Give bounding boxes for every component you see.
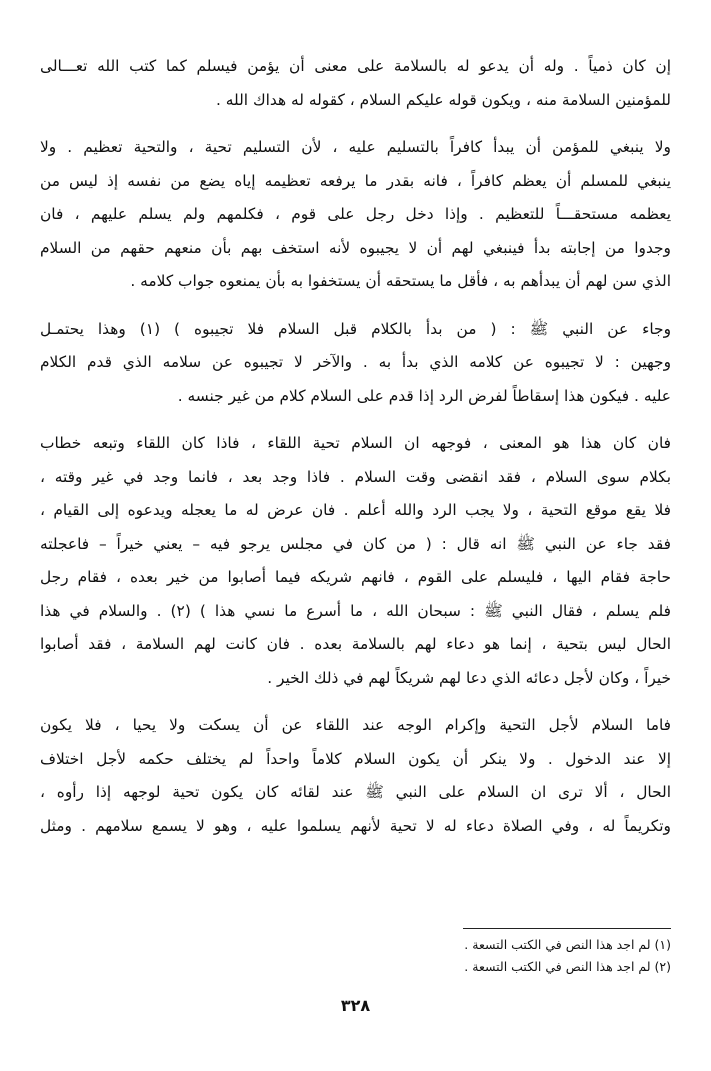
paragraph [40, 50, 671, 117]
text-line: إلا عند الدخول . ولا ينكر أن يكون السلام كلاماً واحداً لم يختلف حكمه لأجل اختلاف [40, 749, 671, 768]
text-line: حاجة فقام اليها ، فليسلم على القوم ، فانهم شريكه فيما أصابوا من خير بعده ، فقام رجل [40, 568, 671, 586]
footnote-2: (٢) لم اجد هذا النص في الكتب التسعة . [464, 959, 671, 974]
paragraph [40, 427, 671, 695]
page-number: ٣٢٨ [340, 996, 371, 1015]
paragraph [40, 709, 671, 843]
paragraph [40, 313, 671, 414]
text-line: فقد جاء عن النبي ﷺ انه قال : ( من كان في مجلس يرجو فيه – يعني خيراً – فاعجلته [40, 534, 671, 553]
text-line: فاما السلام لأجل التحية وإكرام الوجه عند اللقاء عن أن يسكت ولا يحيا ، فلا يكون [40, 716, 671, 734]
text-line: خيراً ، وكان لأجل دعائه الذي دعا لهم شريكاً لهم في ذلك الخير . [267, 668, 671, 687]
text-line: فان كان هذا هو المعنى ، فوجهه ان السلام تحية اللقاء ، فاذا كان اللقاء وتبعه خطاب [40, 434, 671, 452]
text-line: الذي سن لهم أن يبدأهم به ، فأقل ما يستحقه أن يستخفوا به بأن يمنعوه جواب كلامه . [130, 272, 671, 290]
text-line: يعظمه مستحقـــاً للتعظيم . وإذا دخل رجل على قوم ، فكلمهم ولم يسلم عليهم ، فان [40, 205, 671, 223]
text-line: فلم يسلم ، فقال النبي ﷺ : سبحان الله ، ما أسرع ما نسي هذا ) (٢) . والسلام في هذا [40, 601, 671, 620]
text-line: وتكريماً له ، وفي الصلاة دعاء له لا تحية لأنهم يسلموا عليه ، وهو لا يسمع سلامهم . ومثل [40, 816, 671, 835]
text-line: وجدوا من إجابته بدأ فينبغي لهم أن لا يجيبوه لأنه استخف بهم بأن منعهم حقهم من السلام [40, 238, 671, 257]
text-line: بكلام سوى السلام ، فقد انقضى وقت السلام . فاذا وجد بعد ، فانما وجد في غير وقته ، [40, 467, 671, 486]
main-text [40, 50, 671, 857]
footnote-1: (١) لم اجد هذا النص في الكتب التسعة . [464, 937, 671, 952]
text-line: وجهين : لا تجيبوه عن كلامه الذي بدأ به . والآخر لا تجيبوه عن سلامه الذي قدم الكلام [40, 353, 671, 371]
text-line: فلا يقع موقع التحية ، ولا يجب الرد والله أعلم . فان عرض له ما يعجله ويدعوه إلى القيام ، [40, 501, 671, 519]
footnote-divider [463, 928, 671, 929]
text-line: إن كان ذمياً . وله أن يدعو له بالسلامة على معنى أن يؤمن فيسلم كما كتب الله تعـــالى [40, 57, 671, 75]
text-line: وجاء عن النبي ﷺ : ( من بدأ بالكلام قبل السلام فلا تجيبوه ) (١) وهذا يحتمـل [40, 319, 671, 338]
text-line: ينبغي للمسلم أن يعظم كافراً ، فانه بقدر ما يرفعه تعظيمه إياه يضع من نفسه إذ ليس من [40, 171, 671, 190]
footnotes [271, 934, 671, 978]
paragraph [40, 131, 671, 299]
text-line: للمؤمنين السلامة منه ، ويكون قوله عليكم السلام ، كقوله له هداك الله . [215, 90, 671, 109]
text-line: ولا ينبغي للمؤمن أن يبدأ كافراً بالتسليم عليه ، لأن التسليم تحية ، والتحية تعظيم . ولا [40, 138, 671, 156]
text-line: الحال ليس بتحية ، إنما هو دعاء لهم بالسلامة بعده . فان كانت لهم السلامة ، فقد أصابوا [40, 635, 671, 653]
text-line: عليه . فيكون هذا إسقاطاً لفرض الرد إذا قدم على السلام كلام من غير جنسه . [177, 386, 671, 405]
text-line: الحال ، ألا ترى ان السلام على النبي ﷺ عند لقائه كان يكون تحية لوجهه إذا رأوه ، [40, 783, 671, 801]
